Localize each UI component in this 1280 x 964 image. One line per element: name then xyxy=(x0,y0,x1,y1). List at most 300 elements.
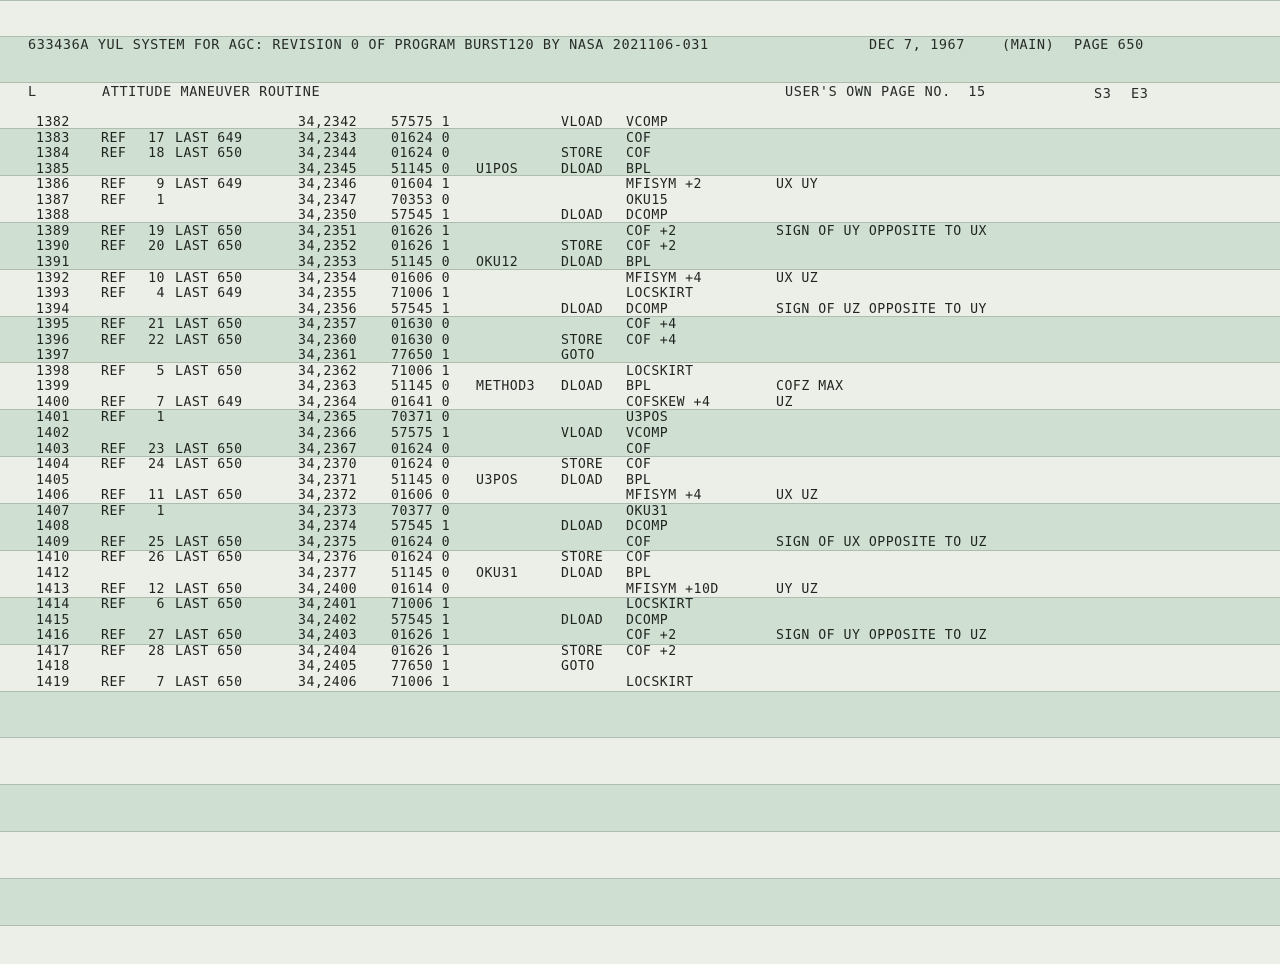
listing-row xyxy=(0,395,1280,411)
listing-row xyxy=(0,177,1280,193)
line-number: 1418 xyxy=(36,659,70,675)
ref-marker: REF xyxy=(101,628,127,644)
ref-marker: REF xyxy=(101,130,127,146)
ref-count: 21 xyxy=(148,317,165,333)
listing-row xyxy=(0,131,1280,147)
ref-count: 1 xyxy=(156,192,165,208)
line-number: 1419 xyxy=(36,674,70,690)
line-number: 1412 xyxy=(36,565,70,581)
comment: UX UZ xyxy=(776,488,819,504)
listing-row xyxy=(0,348,1280,364)
ref-marker: REF xyxy=(101,223,127,239)
last-page-ref: LAST 650 xyxy=(175,457,243,473)
operand: DCOMP xyxy=(626,519,669,535)
line-number: 1397 xyxy=(36,348,70,364)
octal-word: 01604 1 xyxy=(391,177,451,193)
memory-address: 34,2376 xyxy=(298,550,358,566)
opcode: DLOAD xyxy=(561,161,604,177)
comment: SIGN OF UX OPPOSITE TO UZ xyxy=(776,534,987,550)
octal-word: 01606 0 xyxy=(391,488,451,504)
octal-word: 57545 1 xyxy=(391,519,451,535)
octal-word: 71006 1 xyxy=(391,597,451,613)
operand: BPL xyxy=(626,379,652,395)
memory-address: 34,2355 xyxy=(298,286,358,302)
opcode: GOTO xyxy=(561,348,595,364)
line-number: 1385 xyxy=(36,161,70,177)
operand: COF +2 xyxy=(626,223,677,239)
operand: VCOMP xyxy=(626,115,669,130)
octal-word: 01626 1 xyxy=(391,239,451,255)
line-number: 1387 xyxy=(36,192,70,208)
opcode: GOTO xyxy=(561,659,595,675)
operand: BPL xyxy=(626,254,652,270)
listing-row xyxy=(0,255,1280,271)
paper-band xyxy=(0,831,1280,879)
operand: COF xyxy=(626,534,652,550)
ref-count: 28 xyxy=(148,643,165,659)
memory-address: 34,2403 xyxy=(298,628,358,644)
memory-address: 34,2361 xyxy=(298,348,358,364)
header-e-code: E3 xyxy=(1131,86,1149,102)
octal-word: 70377 0 xyxy=(391,503,451,519)
routine-title: ATTITUDE MANEUVER ROUTINE xyxy=(102,84,321,100)
opcode: DLOAD xyxy=(561,301,604,317)
memory-address: 34,2366 xyxy=(298,426,358,441)
octal-word: 70371 0 xyxy=(391,410,451,426)
ref-count: 4 xyxy=(156,286,165,302)
listing-row xyxy=(0,271,1280,287)
memory-address: 34,2347 xyxy=(298,192,358,208)
ref-count: 7 xyxy=(156,394,165,410)
memory-address: 34,2402 xyxy=(298,612,358,628)
listing-row xyxy=(0,286,1280,302)
code-label: METHOD3 xyxy=(476,379,536,395)
listing-row xyxy=(0,473,1280,489)
listing-row xyxy=(0,550,1280,566)
operand: COFSKEW +4 xyxy=(626,394,711,410)
comment: UX UZ xyxy=(776,270,819,286)
line-number: 1416 xyxy=(36,628,70,644)
listing-row xyxy=(0,426,1280,442)
memory-address: 34,2364 xyxy=(298,394,358,410)
octal-word: 51145 0 xyxy=(391,379,451,395)
last-page-ref: LAST 650 xyxy=(175,534,243,550)
octal-word: 51145 0 xyxy=(391,254,451,270)
ref-marker: REF xyxy=(101,534,127,550)
listing-row xyxy=(0,613,1280,629)
paper-band xyxy=(0,878,1280,926)
memory-address: 34,2353 xyxy=(298,254,358,270)
code-label: OKU31 xyxy=(476,565,519,581)
ref-count: 9 xyxy=(156,177,165,193)
octal-word: 51145 0 xyxy=(391,565,451,581)
code-label: OKU12 xyxy=(476,254,519,270)
operand: MFISYM +4 xyxy=(626,270,702,286)
last-page-ref: LAST 650 xyxy=(175,332,243,348)
ref-count: 1 xyxy=(156,503,165,519)
line-number: 1408 xyxy=(36,519,70,535)
listing-row xyxy=(0,364,1280,380)
ref-marker: REF xyxy=(101,239,127,255)
last-page-ref: LAST 650 xyxy=(175,581,243,597)
header-s-code: S3 xyxy=(1094,86,1112,102)
operand: MFISYM +4 xyxy=(626,488,702,504)
last-page-ref: LAST 650 xyxy=(175,146,243,162)
octal-word: 71006 1 xyxy=(391,363,451,379)
octal-word: 57545 1 xyxy=(391,208,451,224)
listing-row xyxy=(0,597,1280,613)
memory-address: 34,2362 xyxy=(298,363,358,379)
ref-marker: REF xyxy=(101,441,127,457)
ref-count: 6 xyxy=(156,597,165,613)
opcode: VLOAD xyxy=(561,426,604,441)
listing-row xyxy=(0,410,1280,426)
operand: U3POS xyxy=(626,410,669,426)
octal-word: 01624 0 xyxy=(391,130,451,146)
ref-marker: REF xyxy=(101,581,127,597)
last-page-ref: LAST 649 xyxy=(175,177,243,193)
line-number: 1409 xyxy=(36,534,70,550)
last-page-ref: LAST 650 xyxy=(175,488,243,504)
operand: COF xyxy=(626,550,652,566)
octal-word: 57575 1 xyxy=(391,426,451,441)
listing-row xyxy=(0,675,1280,691)
listing-row xyxy=(0,224,1280,240)
octal-word: 01626 1 xyxy=(391,628,451,644)
operand: VCOMP xyxy=(626,426,669,441)
paper-band xyxy=(0,0,1280,37)
ref-marker: REF xyxy=(101,286,127,302)
operand: LOCSKIRT xyxy=(626,363,694,379)
opcode: STORE xyxy=(561,550,604,566)
ref-marker: REF xyxy=(101,488,127,504)
line-number: 1406 xyxy=(36,488,70,504)
memory-address: 34,2342 xyxy=(298,115,358,130)
line-number: 1392 xyxy=(36,270,70,286)
octal-word: 01626 1 xyxy=(391,223,451,239)
operand: COF xyxy=(626,441,652,457)
listing-row xyxy=(0,659,1280,675)
memory-address: 34,2351 xyxy=(298,223,358,239)
opcode: STORE xyxy=(561,643,604,659)
octal-word: 01624 0 xyxy=(391,441,451,457)
line-number: 1382 xyxy=(36,115,70,130)
listing-row xyxy=(0,644,1280,660)
ref-marker: REF xyxy=(101,394,127,410)
memory-address: 34,2401 xyxy=(298,597,358,613)
ref-marker: REF xyxy=(101,177,127,193)
ref-marker: REF xyxy=(101,332,127,348)
opcode: STORE xyxy=(561,332,604,348)
ref-marker: REF xyxy=(101,363,127,379)
listing-row xyxy=(0,115,1280,131)
octal-word: 70353 0 xyxy=(391,192,451,208)
operand: COF xyxy=(626,146,652,162)
memory-address: 34,2373 xyxy=(298,503,358,519)
opcode: DLOAD xyxy=(561,519,604,535)
last-page-ref: LAST 649 xyxy=(175,394,243,410)
ref-marker: REF xyxy=(101,550,127,566)
comment: SIGN OF UY OPPOSITE TO UX xyxy=(776,223,987,239)
ref-count: 17 xyxy=(148,130,165,146)
octal-word: 57545 1 xyxy=(391,612,451,628)
operand: OKU31 xyxy=(626,503,669,519)
ref-count: 20 xyxy=(148,239,165,255)
listing-row xyxy=(0,193,1280,209)
listing-row xyxy=(0,317,1280,333)
last-page-ref: LAST 650 xyxy=(175,674,243,690)
octal-word: 71006 1 xyxy=(391,674,451,690)
last-page-ref: LAST 649 xyxy=(175,130,243,146)
line-number: 1396 xyxy=(36,332,70,348)
ref-count: 18 xyxy=(148,146,165,162)
line-number: 1407 xyxy=(36,503,70,519)
ref-count: 12 xyxy=(148,581,165,597)
octal-word: 01606 0 xyxy=(391,270,451,286)
line-number: 1402 xyxy=(36,426,70,441)
octal-word: 01624 0 xyxy=(391,146,451,162)
memory-address: 34,2345 xyxy=(298,161,358,177)
last-page-ref: LAST 649 xyxy=(175,286,243,302)
opcode: STORE xyxy=(561,239,604,255)
memory-address: 34,2346 xyxy=(298,177,358,193)
line-number: 1388 xyxy=(36,208,70,224)
memory-address: 34,2404 xyxy=(298,643,358,659)
ref-count: 26 xyxy=(148,550,165,566)
listing-row xyxy=(0,208,1280,224)
last-page-ref: LAST 650 xyxy=(175,270,243,286)
listing-row xyxy=(0,162,1280,178)
listing-row xyxy=(0,582,1280,598)
ref-count: 22 xyxy=(148,332,165,348)
header-program-info: 633436A YUL SYSTEM FOR AGC: REVISION 0 OF PROGRAM BURST120 BY NASA 2021106-031 xyxy=(28,37,709,53)
memory-address: 34,2344 xyxy=(298,146,358,162)
octal-word: 51145 0 xyxy=(391,161,451,177)
operand: LOCSKIRT xyxy=(626,674,694,690)
opcode: DLOAD xyxy=(561,472,604,488)
operand: DCOMP xyxy=(626,612,669,628)
last-page-ref: LAST 650 xyxy=(175,239,243,255)
opcode: STORE xyxy=(561,146,604,162)
operand: BPL xyxy=(626,472,652,488)
opcode: DLOAD xyxy=(561,254,604,270)
memory-address: 34,2400 xyxy=(298,581,358,597)
memory-address: 34,2405 xyxy=(298,659,358,675)
ref-count: 10 xyxy=(148,270,165,286)
line-number: 1414 xyxy=(36,597,70,613)
opcode: DLOAD xyxy=(561,208,604,224)
octal-word: 77650 1 xyxy=(391,659,451,675)
ref-marker: REF xyxy=(101,317,127,333)
comment: SIGN OF UY OPPOSITE TO UZ xyxy=(776,628,987,644)
line-number: 1415 xyxy=(36,612,70,628)
memory-address: 34,2370 xyxy=(298,457,358,473)
memory-address: 34,2375 xyxy=(298,534,358,550)
line-number: 1404 xyxy=(36,457,70,473)
octal-word: 01630 0 xyxy=(391,332,451,348)
header-flag: L xyxy=(28,84,37,100)
ref-marker: REF xyxy=(101,410,127,426)
operand: COF +2 xyxy=(626,628,677,644)
line-number: 1384 xyxy=(36,146,70,162)
ref-marker: REF xyxy=(101,457,127,473)
last-page-ref: LAST 650 xyxy=(175,441,243,457)
line-number: 1399 xyxy=(36,379,70,395)
octal-word: 01626 1 xyxy=(391,643,451,659)
operand: COF +2 xyxy=(626,643,677,659)
memory-address: 34,2356 xyxy=(298,301,358,317)
opcode: VLOAD xyxy=(561,115,604,130)
memory-address: 34,2372 xyxy=(298,488,358,504)
memory-address: 34,2406 xyxy=(298,674,358,690)
ref-count: 25 xyxy=(148,534,165,550)
operand: MFISYM +2 xyxy=(626,177,702,193)
operand: OKU15 xyxy=(626,192,669,208)
opcode: STORE xyxy=(561,457,604,473)
comment: UY UZ xyxy=(776,581,819,597)
memory-address: 34,2350 xyxy=(298,208,358,224)
operand: BPL xyxy=(626,161,652,177)
line-number: 1383 xyxy=(36,130,70,146)
comment: COFZ MAX xyxy=(776,379,844,395)
line-number: 1405 xyxy=(36,472,70,488)
line-number: 1390 xyxy=(36,239,70,255)
line-number: 1395 xyxy=(36,317,70,333)
operand: COF +2 xyxy=(626,239,677,255)
listing-row xyxy=(0,519,1280,535)
ref-marker: REF xyxy=(101,503,127,519)
last-page-ref: LAST 650 xyxy=(175,643,243,659)
last-page-ref: LAST 650 xyxy=(175,597,243,613)
ref-marker: REF xyxy=(101,643,127,659)
memory-address: 34,2354 xyxy=(298,270,358,286)
operand: DCOMP xyxy=(626,208,669,224)
operand: MFISYM +10D xyxy=(626,581,719,597)
code-label: U3POS xyxy=(476,472,519,488)
memory-address: 34,2343 xyxy=(298,130,358,146)
octal-word: 71006 1 xyxy=(391,286,451,302)
line-number: 1391 xyxy=(36,254,70,270)
comment: SIGN OF UZ OPPOSITE TO UY xyxy=(776,301,987,317)
users-own-page: USER'S OWN PAGE NO. 15 xyxy=(785,84,986,100)
listing-row xyxy=(0,535,1280,551)
octal-word: 01614 0 xyxy=(391,581,451,597)
ref-marker: REF xyxy=(101,597,127,613)
ref-count: 24 xyxy=(148,457,165,473)
last-page-ref: LAST 650 xyxy=(175,223,243,239)
ref-count: 1 xyxy=(156,410,165,426)
memory-address: 34,2377 xyxy=(298,565,358,581)
line-number: 1417 xyxy=(36,643,70,659)
line-number: 1398 xyxy=(36,363,70,379)
octal-word: 57575 1 xyxy=(391,115,451,130)
memory-address: 34,2367 xyxy=(298,441,358,457)
listing-row xyxy=(0,488,1280,504)
paper-band xyxy=(0,784,1280,832)
line-number: 1394 xyxy=(36,301,70,317)
operand: LOCSKIRT xyxy=(626,597,694,613)
ref-count: 19 xyxy=(148,223,165,239)
octal-word: 01641 0 xyxy=(391,394,451,410)
comment: UX UY xyxy=(776,177,819,193)
operand: COF +4 xyxy=(626,332,677,348)
octal-word: 01630 0 xyxy=(391,317,451,333)
ref-count: 23 xyxy=(148,441,165,457)
memory-address: 34,2363 xyxy=(298,379,358,395)
ref-marker: REF xyxy=(101,270,127,286)
listing-row xyxy=(0,239,1280,255)
last-page-ref: LAST 650 xyxy=(175,317,243,333)
ref-count: 11 xyxy=(148,488,165,504)
octal-word: 77650 1 xyxy=(391,348,451,364)
listing-row xyxy=(0,566,1280,582)
listing-row xyxy=(0,628,1280,644)
listing-row xyxy=(0,333,1280,349)
paper-band xyxy=(0,737,1280,785)
memory-address: 34,2352 xyxy=(298,239,358,255)
operand: COF xyxy=(626,457,652,473)
opcode: DLOAD xyxy=(561,379,604,395)
octal-word: 01624 0 xyxy=(391,550,451,566)
line-number: 1410 xyxy=(36,550,70,566)
last-page-ref: LAST 650 xyxy=(175,628,243,644)
memory-address: 34,2371 xyxy=(298,472,358,488)
listing-row xyxy=(0,442,1280,458)
memory-address: 34,2374 xyxy=(298,519,358,535)
line-number: 1400 xyxy=(36,394,70,410)
paper-band xyxy=(0,925,1280,964)
header-main: (MAIN) xyxy=(1002,37,1055,53)
ref-marker: REF xyxy=(101,146,127,162)
code-label: U1POS xyxy=(476,161,519,177)
operand: BPL xyxy=(626,565,652,581)
octal-word: 51145 0 xyxy=(391,472,451,488)
octal-word: 01624 0 xyxy=(391,457,451,473)
listing-row xyxy=(0,457,1280,473)
operand: LOCSKIRT xyxy=(626,286,694,302)
line-number: 1413 xyxy=(36,581,70,597)
ref-count: 27 xyxy=(148,628,165,644)
last-page-ref: LAST 650 xyxy=(175,550,243,566)
operand: COF xyxy=(626,130,652,146)
listing-row xyxy=(0,504,1280,520)
comment: UZ xyxy=(776,394,793,410)
line-number: 1386 xyxy=(36,177,70,193)
opcode: DLOAD xyxy=(561,565,604,581)
octal-word: 01624 0 xyxy=(391,534,451,550)
listing-row xyxy=(0,379,1280,395)
memory-address: 34,2357 xyxy=(298,317,358,333)
header-date: DEC 7, 1967 xyxy=(869,37,966,53)
header-page-number: PAGE 650 xyxy=(1074,37,1144,53)
ref-count: 5 xyxy=(156,363,165,379)
ref-marker: REF xyxy=(101,674,127,690)
last-page-ref: LAST 650 xyxy=(175,363,243,379)
ref-marker: REF xyxy=(101,192,127,208)
line-number: 1389 xyxy=(36,223,70,239)
memory-address: 34,2360 xyxy=(298,332,358,348)
listing-row xyxy=(0,146,1280,162)
listing-row xyxy=(0,302,1280,318)
paper-band xyxy=(0,691,1280,738)
operand: DCOMP xyxy=(626,301,669,317)
memory-address: 34,2365 xyxy=(298,410,358,426)
octal-word: 57545 1 xyxy=(391,301,451,317)
line-number: 1403 xyxy=(36,441,70,457)
line-number: 1401 xyxy=(36,410,70,426)
line-number: 1393 xyxy=(36,286,70,302)
ref-count: 7 xyxy=(156,674,165,690)
